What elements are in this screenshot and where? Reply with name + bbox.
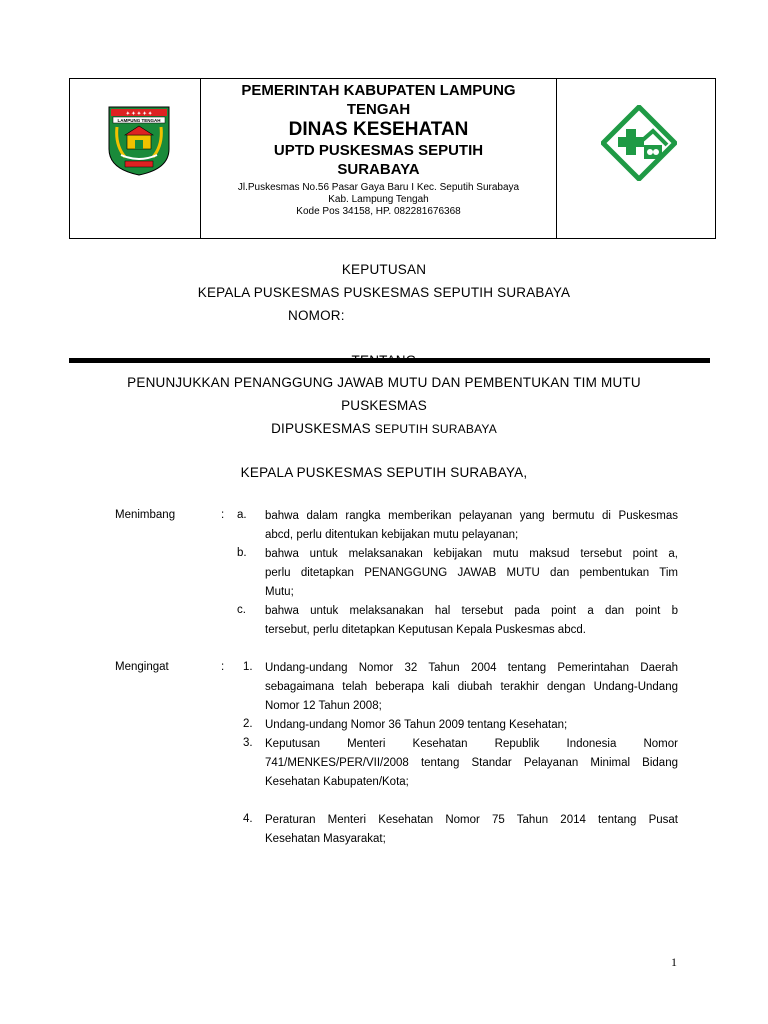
decree-number: NOMOR: [288,308,345,323]
government-name-line1: PEMERINTAH KABUPATEN LAMPUNG [241,82,516,99]
letterhead-table [69,78,716,239]
letterhead-divider-right [556,79,557,238]
emblem-banner-text: LAMPUNG TENGAH [117,118,161,123]
paragraph-line: tersebut, perlu ditetapkan Keputusan Kepala Puskesmas abcd. [265,624,586,636]
government-name-line2: TENGAH [346,101,411,118]
menimbang-colon: : [221,509,225,521]
paragraph-line: Undang-undang Nomor 32 Tahun 2004 tentang Pemerintahan Daerah [265,662,678,674]
mengingat-marker: 3. [243,737,253,749]
government-name [201,81,556,119]
mengingat-item [265,716,678,735]
mengingat-label: Mengingat [115,661,169,673]
menimbang-marker: c. [237,604,246,616]
lampung-tengah-emblem [107,105,171,182]
mengingat-item [265,659,678,716]
paragraph-line: Peraturan Menteri Kesehatan Nomor 75 Tahun 2014 tentang Pusat [265,814,678,826]
uptd-name [201,141,556,179]
decree-title: KEPUTUSAN [341,262,427,277]
paragraph-line: Kesehatan Masyarakat; [265,833,386,845]
paragraph-line: bahwa untuk melaksanakan kebijakan mutu maksud tersebut point a, [265,548,678,560]
mengingat-colon: : [221,661,225,673]
mengingat-marker: 4. [243,813,253,825]
menimbang-item [265,602,678,640]
uptd-name-line2: SURABAYA [337,161,420,178]
paragraph-line: Undang-undang Nomor 36 Tahun 2009 tentang Kesehatan; [265,719,568,731]
paragraph-line: Mutu; [265,586,294,598]
paragraph-line: Kesehatan Kabupaten/Kota; [265,776,409,788]
address-block [201,182,556,218]
issuer-heading: KEPALA PUSKESMAS SEPUTIH SURABAYA, [240,465,528,480]
address-line3: Kode Pos 34158, HP. 082281676368 [296,206,461,217]
decree-issuer: KEPALA PUSKESMAS PUSKESMAS SEPUTIH SURABAYA [197,285,571,300]
subject-line1: PENUNJUKKAN PENANGGUNG JAWAB MUTU DAN PEMBENTUKAN TIM MUTU [127,375,641,390]
puskesmas-logo [601,105,677,186]
paragraph-line: perlu ditetapkan PENANGGUNG JAWAB MUTU dan pembentukan Tim [265,567,678,579]
menimbang-marker: b. [237,547,247,559]
subject-line2: PUSKESMAS [341,398,427,413]
paragraph-line: sebagaimana telah beberapa kali diubah terakhir dengan Undang-Undang [265,681,678,693]
uptd-name-line1: UPTD PUSKESMAS SEPUTIH [273,142,484,159]
svg-text:✦ ✦ ✦ ✦ ✦: ✦ ✦ ✦ ✦ ✦ [125,111,153,117]
page-number: 1 [671,955,677,969]
paragraph-line: Nomor 12 Tahun 2008; [265,700,382,712]
address-line2: Kab. Lampung Tengah [328,194,429,205]
paragraph-line: bahwa untuk melaksanakan hal tersebut pada point a dan point b [265,605,678,617]
paragraph-line: abcd, perlu ditentukan kebijakan mutu pelayanan; [265,529,519,541]
thick-divider [69,358,710,363]
menimbang-item [265,545,678,602]
menimbang-marker: a. [237,509,247,521]
department-name: DINAS KESEHATAN [288,119,469,140]
mengingat-marker: 2. [243,718,253,730]
menimbang-item [265,507,678,545]
menimbang-label: Menimbang [115,509,176,521]
mengingat-marker: 1. [243,661,253,673]
subject-line3-b: SEPUTIH SURABAYA [374,422,497,436]
address-line1: Jl.Puskesmas No.56 Pasar Gaya Baru I Kec. Seputih Surabaya [237,182,520,193]
mengingat-item [265,811,678,849]
mengingat-item [265,735,678,792]
subject-line3 [0,420,768,438]
paragraph-line: Keputusan Menteri Kesehatan Republik Indonesia Nomor [265,738,678,750]
paragraph-line: bahwa dalam rangka memberikan pelayanan yang bermutu di Puskesmas [265,510,678,522]
paragraph-line: 741/MENKES/PER/VII/2008 tentang Standar Pelayanan Minimal Bidang [265,757,678,769]
subject-line3-a: DIPUSKESMAS [271,421,371,436]
